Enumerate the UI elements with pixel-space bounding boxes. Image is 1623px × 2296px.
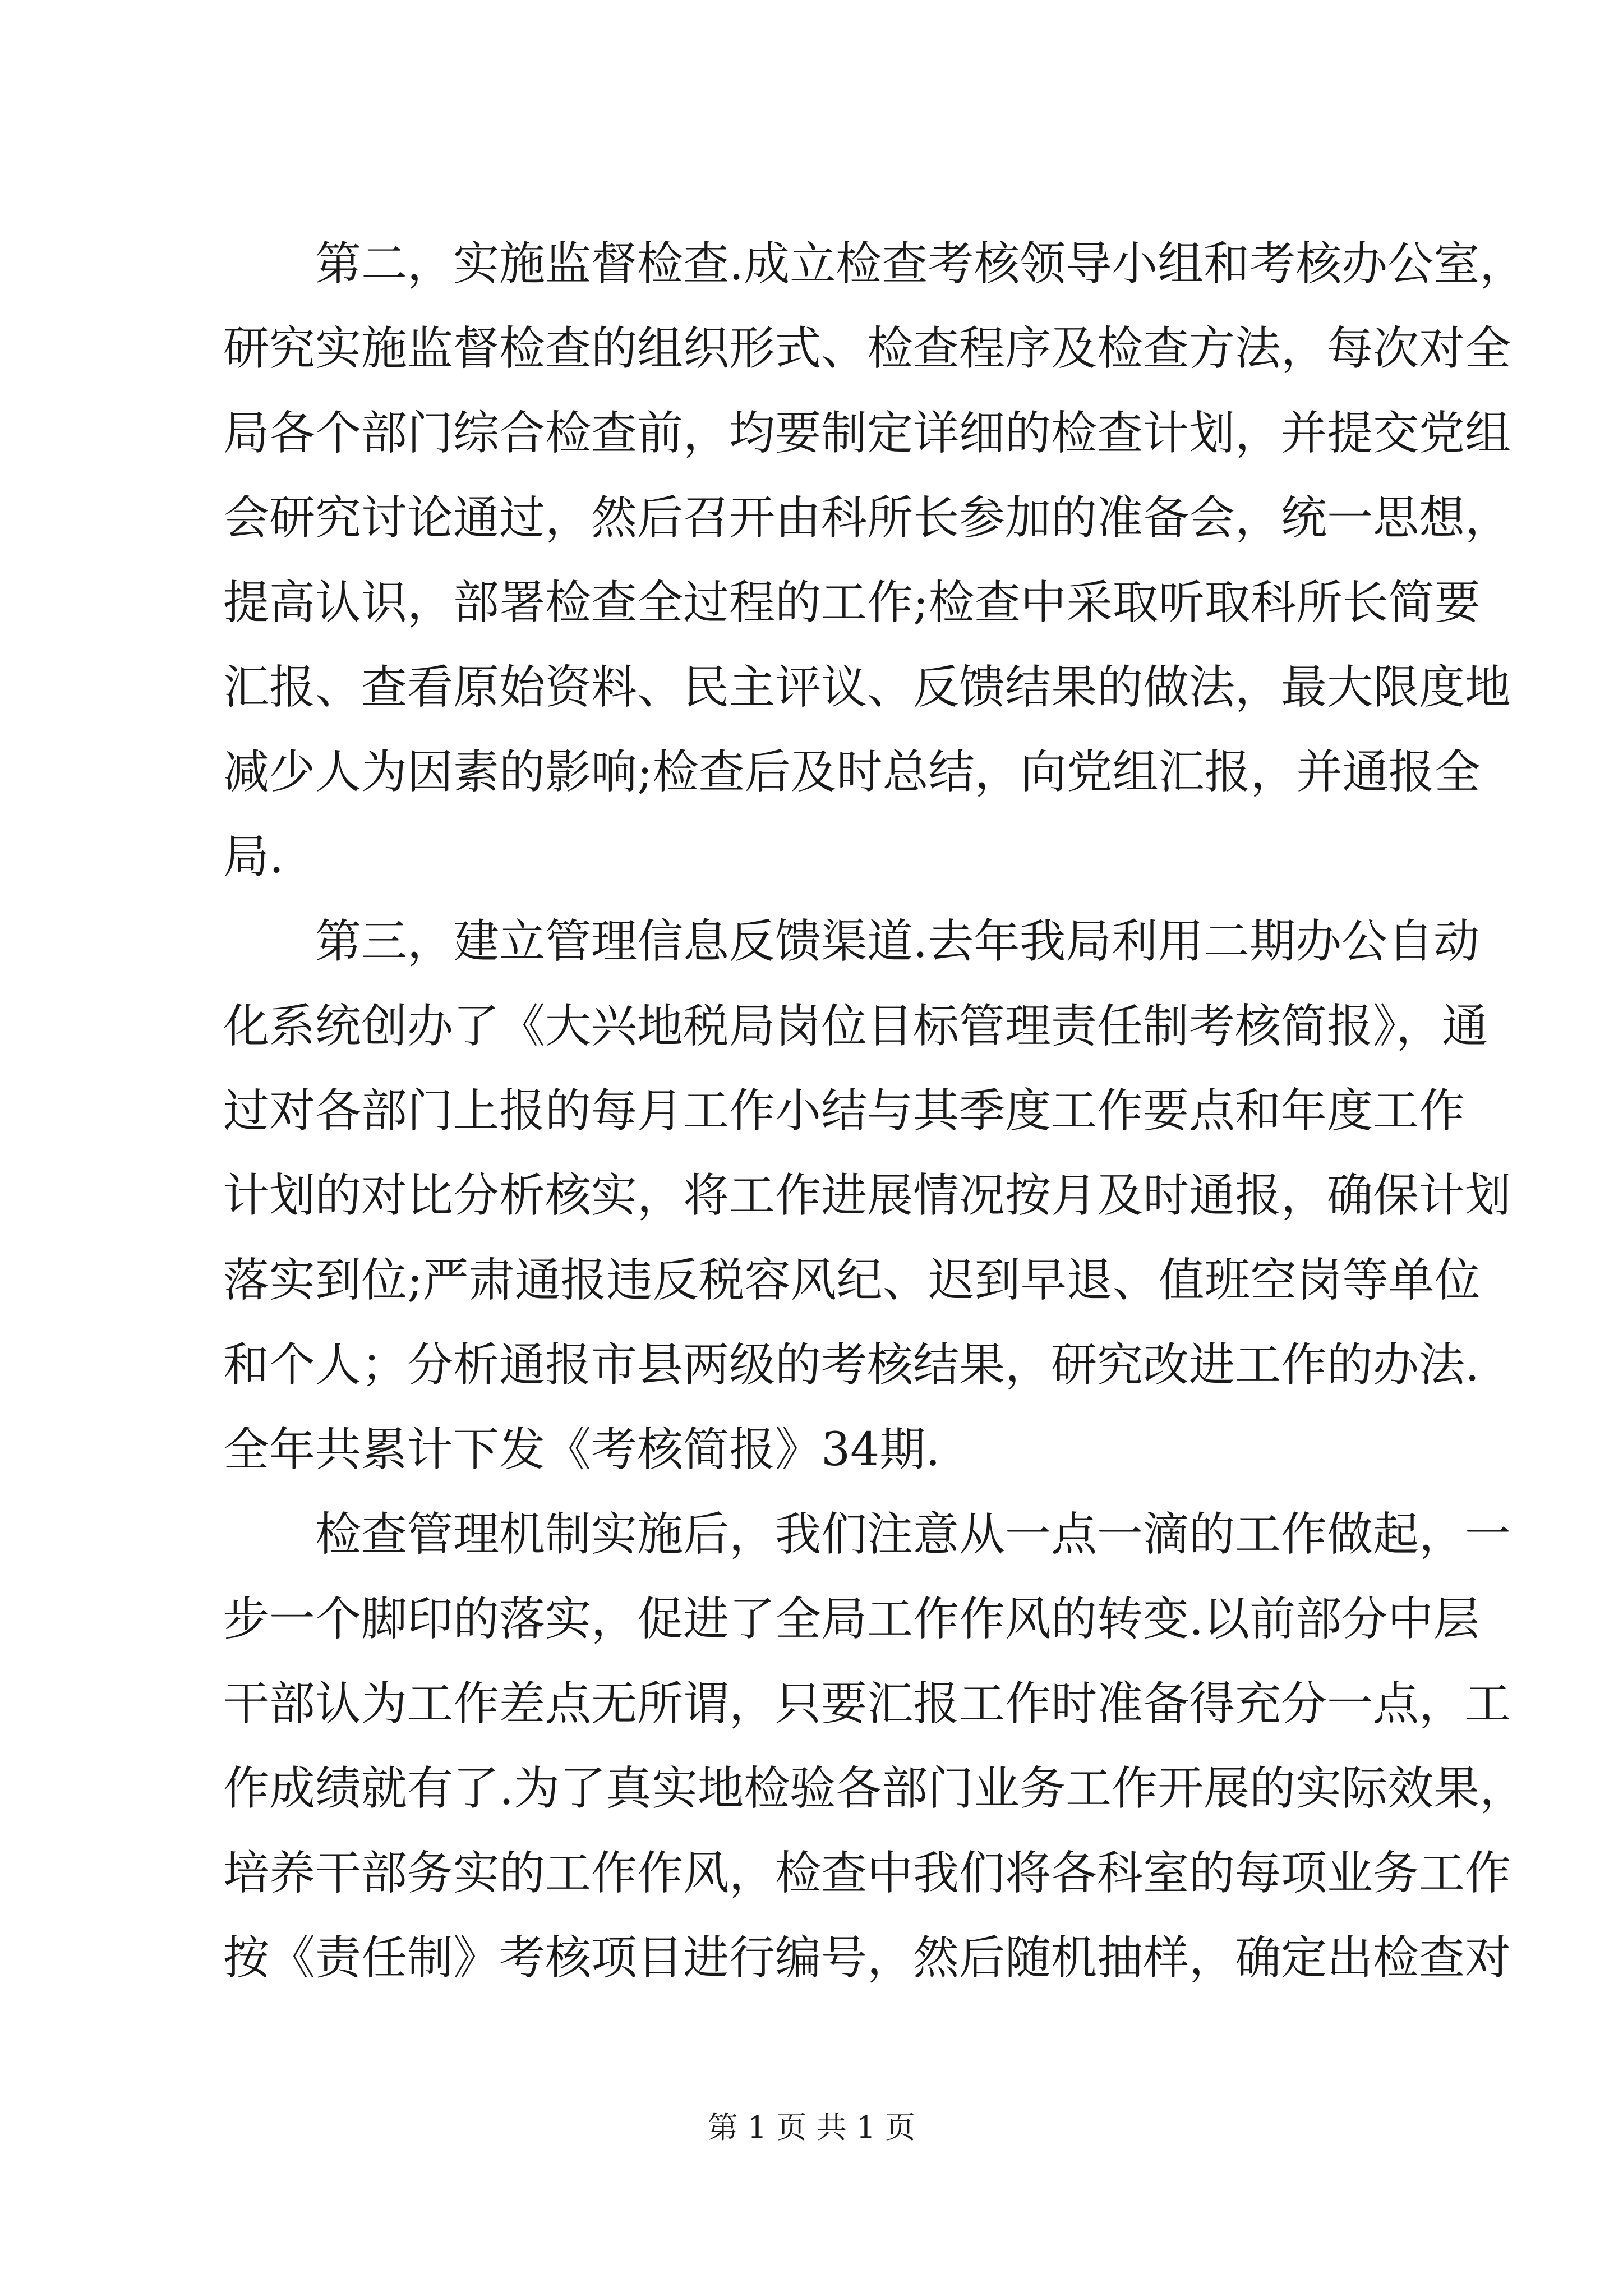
text-line: 汇报、查看原始资料、民主评议、反馈结果的做法，最大限度地 [223,661,1511,714]
document-body [223,222,1526,2000]
text-line: 减少人为因素的影响;检查后及时总结，向党组汇报，并通报全 [223,746,1481,799]
paragraph-supervision [223,222,1526,899]
text-line: 检查管理机制实施后，我们注意从一点一滴的工作做起，一 [315,1508,1511,1561]
text-line: 作成绩就有了.为了真实地检验各部门业务工作开展的实际效果， [223,1762,1526,1815]
text-line: 局. [223,830,284,884]
text-line: 落实到位;严肃通报违反税容风纪、迟到早退、值班空岗等单位 [223,1254,1481,1307]
text-line: 提高认识，部署检查全过程的工作;检查中采取听取科所长简要 [223,576,1481,629]
text-line: 按《责任制》考核项目进行编号，然后随机抽样，确定出检查对 [223,1931,1511,1985]
text-line: 培养干部务实的工作作风，检查中我们将各科室的每项业务工作 [223,1847,1511,1900]
text-line: 全年共累计下发《考核简报》34期. [223,1423,940,1476]
text-line: 第三，建立管理信息反馈渠道.去年我局利用二期办公自动 [315,915,1480,968]
paragraph-implementation [223,1492,1526,2000]
text-line: 干部认为工作差点无所谓，只要汇报工作时准备得充分一点，工 [223,1677,1511,1731]
text-line: 化系统创办了《大兴地税局岗位目标管理责任制考核简报》，通 [223,1000,1488,1053]
text-line: 会研究讨论通过，然后召开由科所长参加的准备会，统一思想， [223,491,1511,545]
text-line: 研究实施监督检查的组织形式、检查程序及检查方法，每次对全 [223,322,1511,375]
text-line: 第二，实施监督检查.成立检查考核领导小组和考核办公室， [315,237,1526,291]
text-line: 步一个脚印的落实，促进了全局工作作风的转变.以前部分中层 [223,1593,1480,1646]
page-footer: 第 1 页 共 1 页 [707,2110,916,2145]
text-line: 计划的对比分析核实，将工作进展情况按月及时通报，确保计划 [223,1169,1511,1222]
paragraph-feedback-channel [223,899,1511,1492]
text-line: 局各个部门综合检查前，均要制定详细的检查计划，并提交党组 [223,407,1511,460]
text-line: 过对各部门上报的每月工作小结与其季度工作要点和年度工作 [223,1084,1465,1138]
text-line: 和个人；分析通报市县两级的考核结果，研究改进工作的办法. [223,1338,1480,1392]
